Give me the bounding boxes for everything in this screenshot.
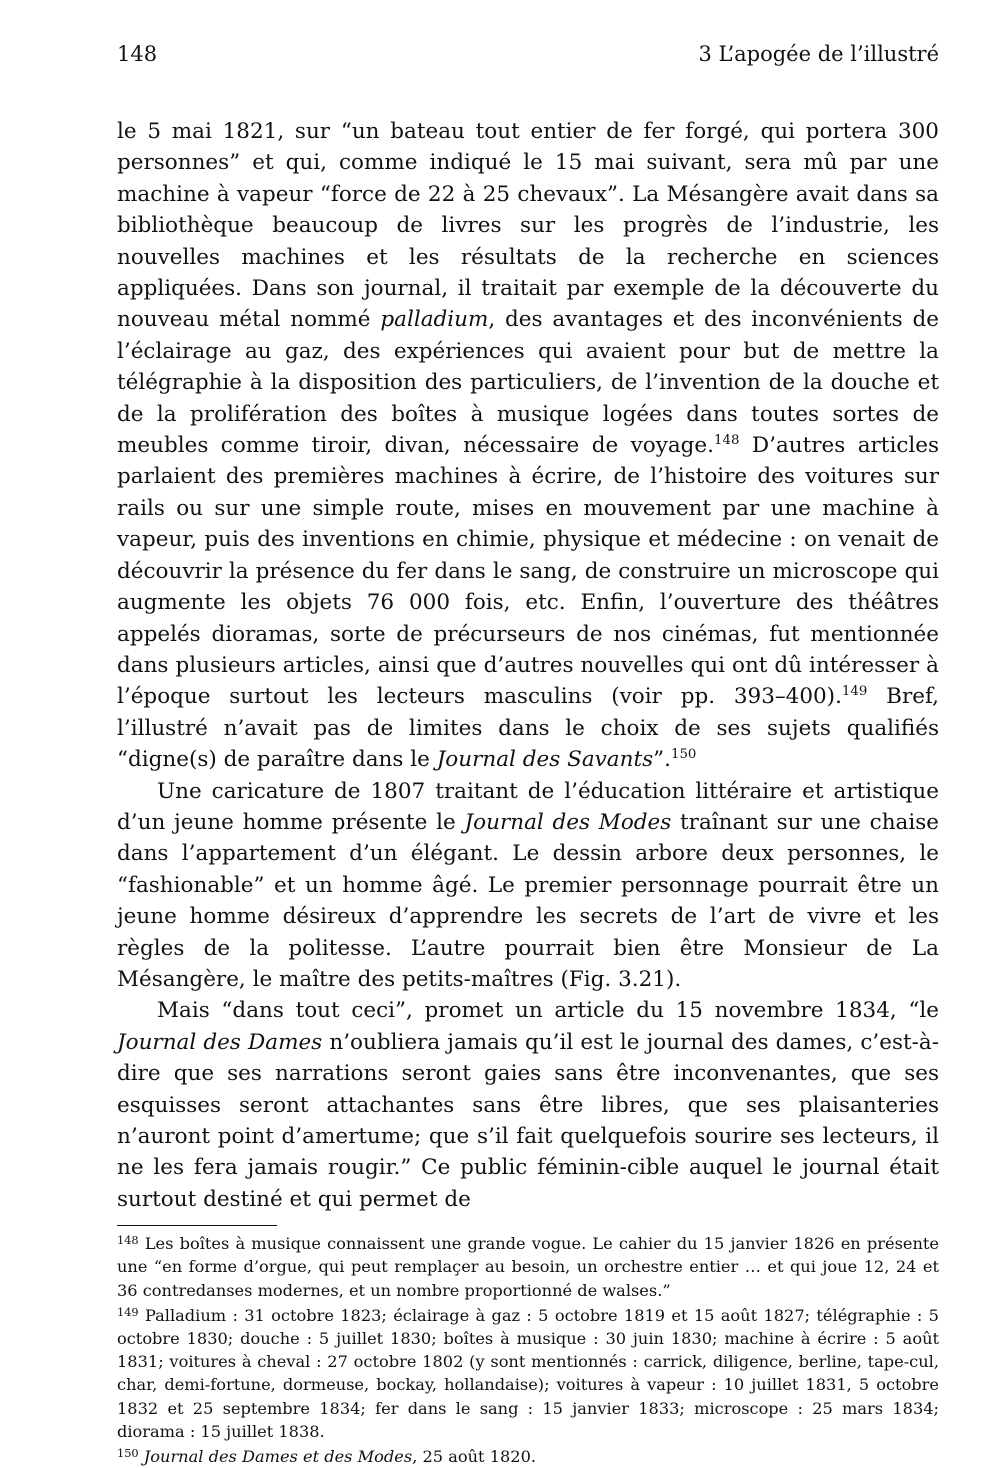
text-run: n’oubliera jamais qu’il est le journal des dames, c’est-à-dire que ses narrations seront gaies sans être inconvenantes, que ses esquisses seront attachantes sans être libres, que ses plaisanteries n’auront point d’amertume; que s’il fait quelquefois sourire ses lecteurs, il ne les fera jamais rougir.” Ce public féminin-cible auquel le journal était surtout destiné et qui permet de — [117, 1029, 939, 1212]
paragraph — [117, 776, 939, 996]
paragraph — [117, 116, 939, 776]
footnote-number: 150 — [117, 1445, 139, 1460]
footnote-number: 149 — [117, 1304, 139, 1319]
italic-text: Journal des Dames et des Modes — [143, 1447, 413, 1467]
italic-text: Journal des Modes — [464, 809, 672, 835]
page-number: 148 — [117, 42, 158, 66]
text-run: Bref, l’illustré n’avait pas de limites dans le choix de ses sujets qualifiés “digne(s) de paraître dans le — [117, 684, 939, 773]
text-run: le 5 mai 1821, sur “un bateau tout entier de fer forgé, qui portera 300 personnes” et qui, comme indiqué le 15 mai suivant, sera mû par une machine à vapeur “force de 22 à 25 chevaux”. La Mésangère avait dans sa bibliothèque beaucoup de livres sur les progrès de l’industrie, les nouvelles machines et les résultats de la recherche en sciences appliquées. Dans son journal, il traitait par exemple de la découverte du nouveau métal nommé — [117, 119, 939, 333]
footnote-reference: 148 — [714, 433, 740, 449]
italic-text: Journal des Savants — [436, 747, 654, 773]
footnote-number: 148 — [117, 1233, 139, 1248]
text-run: Mais “dans tout ceci”, promet un article du 15 novembre 1834, “le — [157, 998, 939, 1024]
paragraph — [117, 995, 939, 1215]
footnote — [117, 1304, 939, 1443]
running-head — [117, 40, 939, 68]
footnote-reference: 149 — [841, 684, 868, 700]
text-run: ”. — [653, 747, 671, 773]
text-run: , des avantages et des inconvénients de l’éclairage au gaz, des expériences qui avaient pour but de mettre la télégraphie à la disposition des particuliers, de l’invention de la douche et de la prolifération des boîtes à musique logées dans toutes sortes de meubles comme tiroir, divan, nécessaire de voyage. — [117, 307, 939, 459]
footnote — [117, 1445, 939, 1468]
footnote-reference: 150 — [670, 747, 697, 763]
text-run: , 25 août 1820. — [412, 1447, 537, 1467]
text-run: Une caricature de 1807 traitant de l’éducation littéraire et artistique d’un jeune homme présente le — [117, 778, 939, 835]
footnote-rule — [117, 1225, 277, 1226]
text-run: Les boîtes à musique connaissent une grande vogue. Le cahier du 15 janvier 1826 en présente une “en forme d’orgue, qui peut remplaçer au besoin, un orchestre entier … et qui joue 12, 24 et 36 contredanses modernes, et un nombre proportionné de walses.” — [117, 1234, 939, 1300]
chapter-title: 3 L’apogée de l’illustré — [698, 42, 939, 66]
text-run: traînant sur une chaise dans l’appartement d’un élégant. Le dessin arbore deux personnes, le “fashionable” et un homme âgé. Le premier personnage pourrait être un jeune homme désireux d’apprendre les secrets de l’art de vivre et les règles de la politesse. L’autre pourrait bien être Monsieur de La Mésangère, le maître des petits-maîtres (Fig. 3.21). — [117, 809, 940, 992]
footnote — [117, 1232, 939, 1302]
italic-text: Journal des Dames — [117, 1029, 323, 1055]
body-text — [117, 116, 939, 1215]
text-run: Palladium : 31 octobre 1823; éclairage à gaz : 5 octobre 1819 et 15 août 1827; télégraphie : 5 octobre 1830; douche : 5 juillet 1830; boîtes à musique : 30 juin 1830; machine à écrire : 5 août 1831; voitures à cheval : 27 octobre 1802 (y sont mentionnés : carrick, diligence, berline, tape-cul, char, demi-fortune, dormeuse, bockay, hollandaise); voitures à vapeur : 10 juillet 1831, 5 octobre 1832 et 25 septembre 1834; fer dans le sang : 15 janvier 1833; microscope : 25 mars 1834; diorama : 15 juillet 1838. — [117, 1305, 939, 1441]
page — [117, 40, 939, 1468]
text-run: D’autres articles parlaient des premières machines à écrire, de l’histoire des voitures sur rails ou sur une simple route, mises en mouvement par une machine à vapeur, puis des inventions en chimie, physique et médecine : on venait de découvrir la présence du fer dans le sang, de construire un microscope qui augmente les objets 76 000 fois, etc. Enfin, l’ouverture des théâtres appelés dioramas, sorte de précurseurs de nos cinémas, fut mentionnée dans plusieurs articles, ainsi que d’autres nouvelles qui ont dû intéresser à l’époque surtout les lecteurs masculins (voir pp. 393–400). — [117, 433, 939, 710]
footnotes — [117, 1232, 939, 1468]
italic-text: palladium — [380, 307, 489, 333]
